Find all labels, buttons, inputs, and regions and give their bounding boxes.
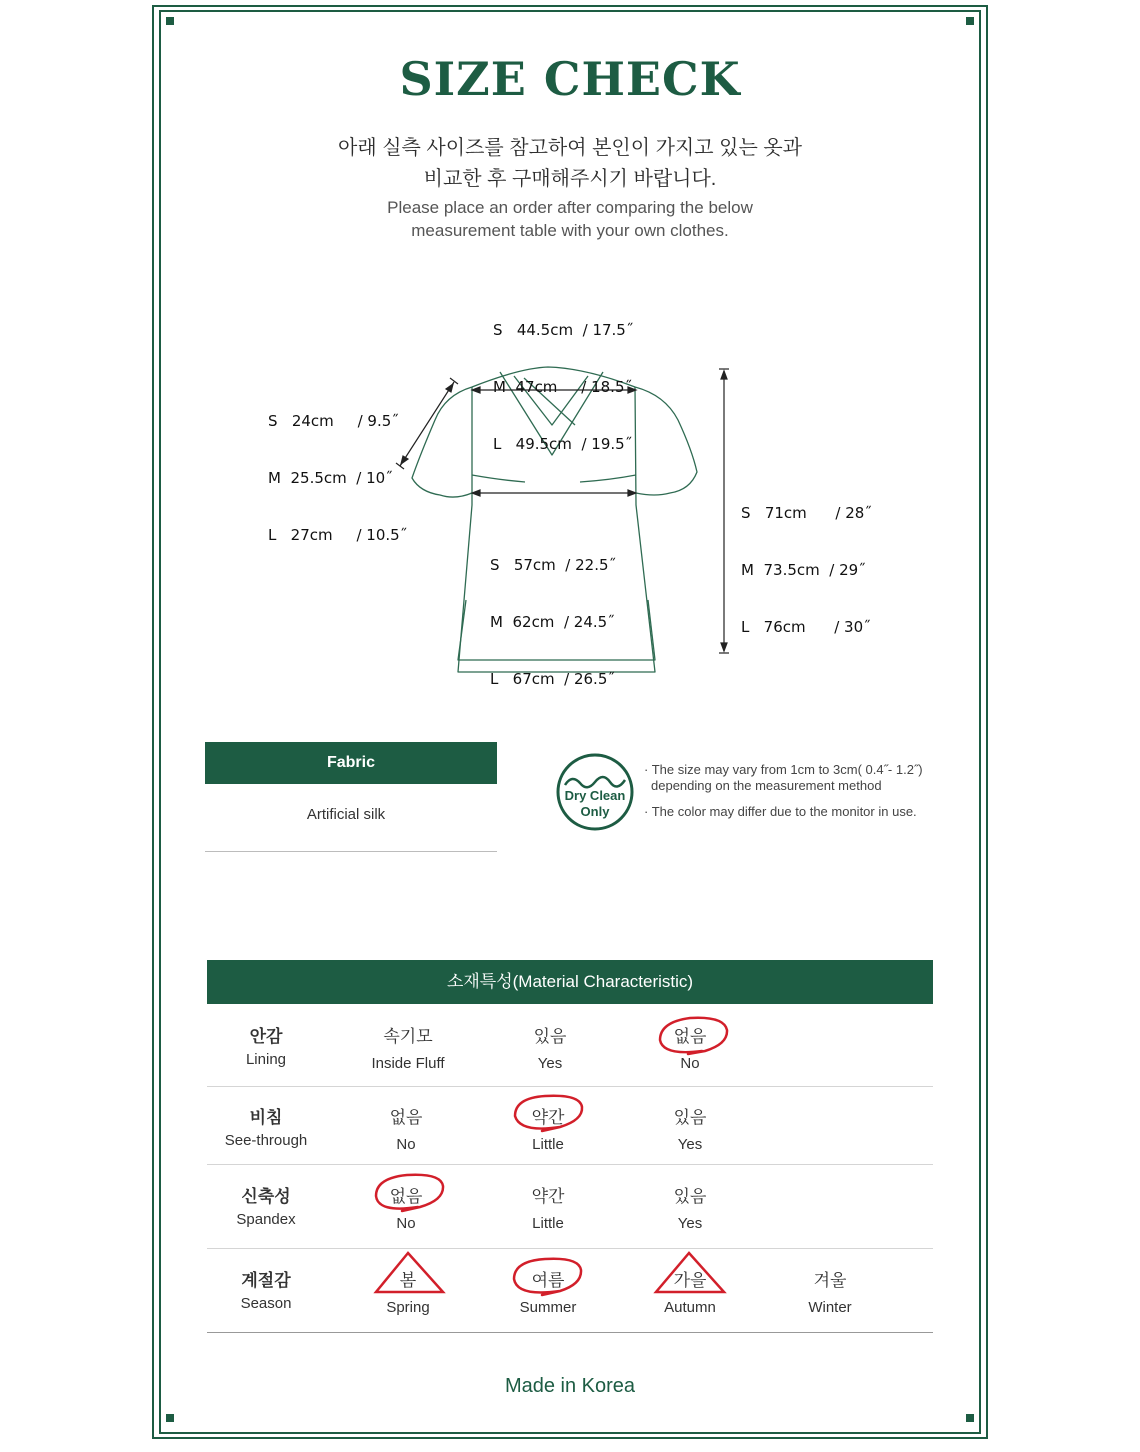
instruction-en-line-2: measurement table with your own clothes.	[411, 221, 729, 240]
lining-label-ko: 안감	[249, 1027, 283, 1046]
dry-clean-badge	[555, 752, 635, 832]
shoulder-l: L 49.5cm / 19.5˝	[493, 435, 633, 453]
sleeve-measurement	[268, 374, 407, 564]
row-divider	[207, 1086, 933, 1087]
dry-clean-line-1: Dry Clean	[564, 788, 626, 803]
chest-l: L 67cm / 26.5˝	[490, 670, 615, 688]
spandex-option-yes: 있음 Yes	[673, 1187, 707, 1232]
row-label-spandex: 신축성 Spandex	[236, 1187, 296, 1228]
fabric-value: Artificial silk	[306, 806, 386, 823]
lining-option-yes: 있음 Yes	[533, 1027, 567, 1072]
page-title: SIZE CHECK	[399, 52, 741, 106]
chest-s: S 57cm / 22.5˝	[490, 556, 617, 574]
sleeve-m: M 25.5cm / 10˝	[268, 469, 393, 487]
fabric-header: Fabric	[205, 742, 497, 784]
chest-measurement	[490, 518, 616, 708]
sleeve-s: S 24cm / 9.5˝	[268, 412, 399, 430]
row-label-lining	[196, 1022, 336, 1068]
size-note-line-2: depending on the measurement method	[651, 778, 882, 793]
material-header: 소재특성(Material Characteristic)	[207, 960, 933, 1004]
fabric-divider	[205, 851, 497, 852]
shoulder-m: M 47cm / 18.5˝	[493, 378, 632, 396]
lining-option-fluff: 속기모 Inside Fluff	[371, 1027, 445, 1072]
table-bottom-divider	[207, 1332, 933, 1333]
length-s: S 71cm / 28˝	[741, 504, 872, 522]
instruction-en-line-1: Please place an order after comparing the below	[387, 198, 753, 217]
spandex-option-no: 없음 No	[389, 1187, 423, 1232]
color-note: · The color may differ due to the monitor in use.	[644, 804, 917, 819]
instruction-ko-line-2: 비교한 후 구매해주시기 바랍니다.	[423, 168, 717, 190]
length-m: M 73.5cm / 29˝	[741, 561, 866, 579]
sleeve-l: L 27cm / 10.5˝	[268, 526, 408, 544]
season-option-winter: 겨울 Winter	[808, 1271, 852, 1316]
see-through-option-yes: 있음 Yes	[673, 1108, 707, 1153]
see-through-option-no: 없음 No	[389, 1108, 423, 1153]
shoulder-s: S 44.5cm / 17.5˝	[493, 321, 634, 339]
row-divider	[207, 1164, 933, 1165]
instruction-ko-line-1: 아래 실측 사이즈를 참고하여 본인이 가지고 있는 옷과	[338, 137, 802, 159]
lining-label-en: Lining	[245, 1051, 287, 1068]
season-option-summer: 여름 Summer	[519, 1271, 577, 1316]
shoulder-measurement	[493, 283, 633, 473]
size-note	[644, 762, 923, 794]
chest-m: M 62cm / 24.5˝	[490, 613, 615, 631]
season-option-autumn: 가을 Autumn	[664, 1271, 716, 1316]
see-through-option-little: 약간 Little	[531, 1108, 565, 1153]
spandex-option-little: 약간 Little	[531, 1187, 565, 1232]
made-in-label: Made in Korea	[504, 1375, 636, 1397]
row-label-season: 계절감 Season	[240, 1271, 292, 1312]
length-measurement	[741, 466, 872, 656]
length-l: L 76cm / 30˝	[741, 618, 871, 636]
size-note-line-1: · The size may vary from 1cm to 3cm( 0.4˝- 1.2˝)	[644, 762, 923, 777]
dry-clean-line-2: Only	[580, 804, 610, 819]
row-label-see-through: 비침 See-through	[224, 1108, 308, 1149]
lining-option-no: 없음 No	[673, 1027, 707, 1072]
season-option-spring: 봄 Spring	[386, 1271, 430, 1316]
row-divider	[207, 1248, 933, 1249]
